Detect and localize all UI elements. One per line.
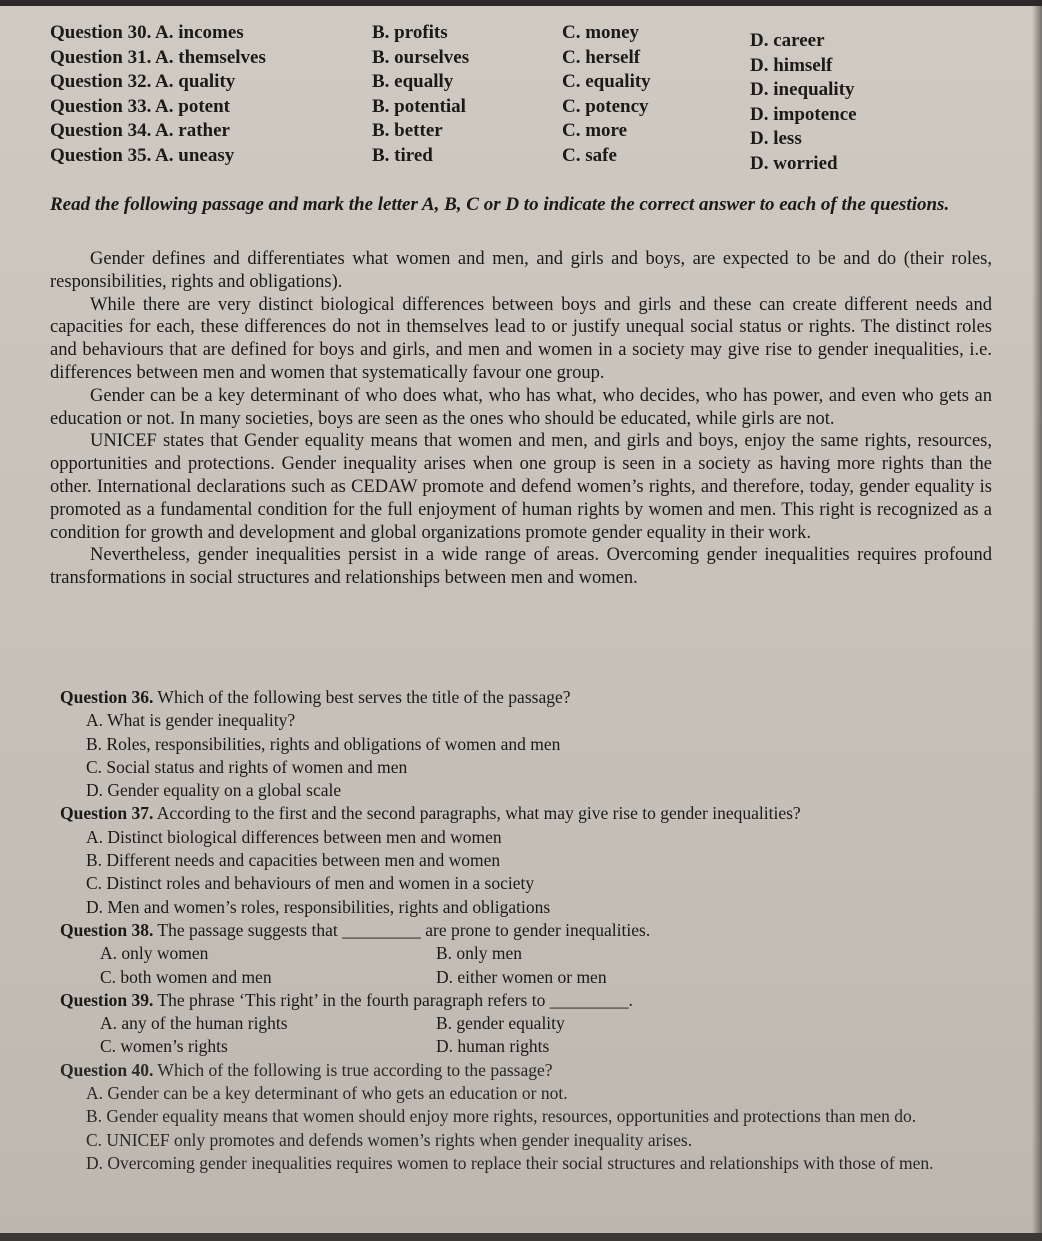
option-c: C. herself [562,46,641,68]
answer-option-a: A. What is gender inequality? [86,710,296,731]
option-label: Question 34. A. rather [50,120,230,141]
question-list [60,686,990,1175]
option-d: D. inequality [750,79,855,100]
answer-option-a: A. any of the human rights [100,1013,288,1034]
options-row-q33 [50,95,990,125]
question-number: Question 38. [60,919,154,940]
options-block-q30-35 [50,22,990,174]
answer-option-c: C. women’s rights [100,1036,228,1057]
question-stem [60,802,990,825]
question-stem [60,686,990,709]
answer-option-b: B. gender equality [436,1013,565,1034]
answer-option-d: D. Gender equality on a global scale [86,780,342,801]
answer-option-d: D. either women or men [436,966,607,987]
question-text: The phrase ‘This right’ in the fourth paragraph refers to _________. [157,989,633,1010]
option-b: B. profits [372,22,448,43]
option-label: Question 35. A. uneasy [50,144,235,166]
answer-option-b: B. Gender equality means that women should enjoy more rights, resources, opportunities and protections than men do. [86,1106,917,1127]
answer-options-row [60,1035,990,1058]
bottom-edge-strip [0,1233,1042,1241]
option-b: B. ourselves [372,46,470,68]
question-number: Question 37. [60,803,154,824]
option-b: B. equally [372,71,454,92]
answer-option-b: B. Different needs and capacities between men and women [86,850,501,871]
options-row-q31 [50,46,990,76]
passage-paragraph-4: UNICEF states that Gender equality means that women and men, and girls and boys, enjoy the same rights, resources, opportunities and protections. Gender inequality arises when one group is seen in a society as having more rights than the other. International declarations such as CEDAW promote and defend women’s rights, and therefore, today, gender equality is promoted as a fundamental condition for the full enjoyment of human rights by women and men. This right is recognized as a condition for growth and development and global organizations promote gender equality in their work. [50,431,992,543]
option-b: B. better [372,120,443,141]
question-number: Question 40. [60,1059,154,1080]
reading-passage [50,248,992,590]
option-b: B. tired [372,144,433,166]
answer-option-a: A. only women [100,943,209,964]
answer-option-d: D. human rights [436,1036,550,1057]
question-number: Question 36. [60,687,154,707]
options-row-q30 [50,22,990,51]
option-d: D. worried [750,152,838,174]
question-39 [60,989,990,1059]
answer-options-row [60,942,990,965]
option-c: C. potency [562,95,649,117]
question-36 [60,686,990,802]
answer-option-d: D. Men and women’s roles, responsibilities, rights and obligations [86,896,551,917]
answer-option-c: C. Social status and rights of women and men [86,756,408,777]
option-label: Question 30. A. incomes [50,22,244,43]
option-label: Question 33. A. potent [50,95,230,117]
passage-paragraph-5: Nevertheless, gender inequalities persist in a wide range of areas. Overcoming gender inequalities requires profound transformations in social structures and relationships between men and women. [50,545,992,589]
answer-option-c: C. Distinct roles and behaviours of men and women in a society [86,873,535,894]
answer-options-row [60,1012,990,1035]
photo-edge-shadow [1032,0,1042,1241]
answer-option-c: C. both women and men [100,966,272,987]
question-stem [60,919,990,942]
option-c: C. more [562,120,628,141]
question-37 [60,802,990,918]
answer-options-row [60,966,990,989]
options-row-q35 [50,144,990,174]
reading-instruction: Read the following passage and mark the letter A, B, C or D to indicate the correct answer to each of the questions. [50,194,950,215]
answer-option-a: A. Gender can be a key determinant of who gets an education or not. [86,1083,568,1104]
passage-paragraph-2: While there are very distinct biological differences between boys and girls and these can create different needs and capacities for each, these differences do not in themselves lead to or justify unequal social status or rights. The distinct roles and behaviours that are defined for boys and girls, and men and women in a society may give rise to gender inequalities, i.e. differences between men and women that systematically favour one group. [50,294,992,383]
option-c: C. equality [562,71,651,92]
answer-option-b: B. Roles, responsibilities, rights and obligations of women and men [86,733,561,754]
option-label: Question 32. A. quality [50,71,236,92]
question-stem [60,1059,990,1082]
option-label: Question 31. A. themselves [50,46,266,68]
options-row-q34 [50,120,990,149]
passage-paragraph-1: Gender defines and differentiates what women and men, and girls and boys, are expected to be and do (their roles, responsibilities, rights and obligations). [50,249,992,292]
options-row-q32 [50,71,990,100]
question-number: Question 39. [60,989,154,1010]
option-d: D. impotence [750,103,857,125]
question-text: According to the first and the second paragraphs, what may give rise to gender inequalities? [156,803,801,824]
question-text: Which of the following is true according to the passage? [157,1059,553,1080]
question-text: Which of the following best serves the title of the passage? [157,687,571,707]
top-shadow-strip [0,0,1042,6]
option-d: D. career [750,30,825,51]
question-text: The passage suggests that _________ are prone to gender inequalities. [157,919,651,940]
option-c: C. money [562,22,640,43]
answer-option-c: C. UNICEF only promotes and defends women’s rights when gender inequality arises. [86,1129,693,1150]
answer-option-a: A. Distinct biological differences between men and women [86,826,502,847]
question-stem [60,989,990,1012]
option-d: D. less [750,128,802,149]
question-38 [60,919,990,989]
passage-paragraph-3: Gender can be a key determinant of who does what, who has what, who decides, who has power, and even who gets an education or not. In many societies, boys are seen as the ones who should be educated, while girls are not. [50,385,992,429]
option-c: C. safe [562,144,617,166]
answer-option-b: B. only men [436,943,523,964]
option-b: B. potential [372,95,466,117]
question-40 [60,1059,990,1175]
option-d: D. himself [750,54,833,76]
answer-option-d: D. Overcoming gender inequalities requires women to replace their social structures and relationships with those of men. [86,1152,934,1173]
